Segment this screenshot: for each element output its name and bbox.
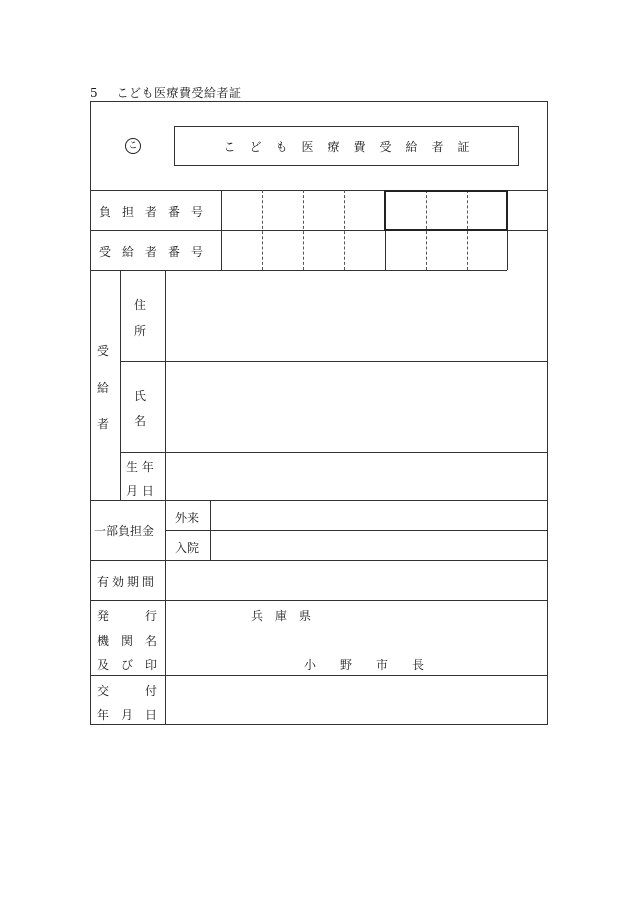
issuer-prefecture: 兵 庫 県 — [251, 609, 312, 623]
inpatient-label: 入院 — [175, 541, 200, 555]
recipient-group-label-2: 給 — [97, 381, 110, 395]
partial-burden-label: 一部負担金 — [94, 524, 155, 538]
kodomo-circle-icon: こ — [125, 138, 141, 154]
name-field[interactable] — [166, 362, 548, 452]
issuer-label-2: 機 関 名 — [97, 634, 158, 648]
birth-label-2: 月 日 — [126, 484, 154, 498]
section-heading — [90, 84, 241, 101]
payer-number-label: 負担者番号 — [99, 205, 215, 219]
inpatient-field[interactable] — [211, 531, 548, 560]
outpatient-field[interactable] — [211, 501, 548, 530]
section-number: 5 — [90, 86, 99, 100]
validity-label: 有効期間 — [97, 575, 158, 589]
outpatient-label: 外来 — [175, 511, 200, 525]
issuer-mayor: 小 野 市 長 — [304, 658, 425, 672]
address-field[interactable] — [166, 271, 548, 361]
validity-field[interactable] — [166, 561, 548, 600]
recipient-number-field[interactable] — [222, 231, 507, 270]
certificate-title: こども医療費受給者証 — [174, 126, 519, 166]
name-label-1: 氏 — [134, 389, 147, 403]
issuer-label-3: 及 び 印 — [97, 658, 158, 672]
payer-number-field[interactable] — [222, 191, 507, 230]
recipient-group-label-3: 者 — [97, 417, 110, 431]
issue-date-label-1: 交 付 — [97, 684, 158, 698]
issue-date-field[interactable] — [166, 676, 548, 725]
issue-date-label-2: 年 月 日 — [97, 708, 158, 722]
name-label-2: 名 — [134, 414, 147, 428]
address-label-2: 所 — [134, 324, 147, 338]
birth-label-1: 生 年 — [126, 460, 154, 474]
birth-date-field[interactable] — [166, 453, 548, 500]
recipient-group-label-1: 受 — [97, 344, 110, 358]
issuer-label-1: 発 行 — [97, 609, 158, 623]
recipient-number-label: 受給者番号 — [99, 245, 215, 259]
address-label-1: 住 — [134, 298, 147, 312]
section-title: こども医療費受給者証 — [116, 86, 242, 100]
